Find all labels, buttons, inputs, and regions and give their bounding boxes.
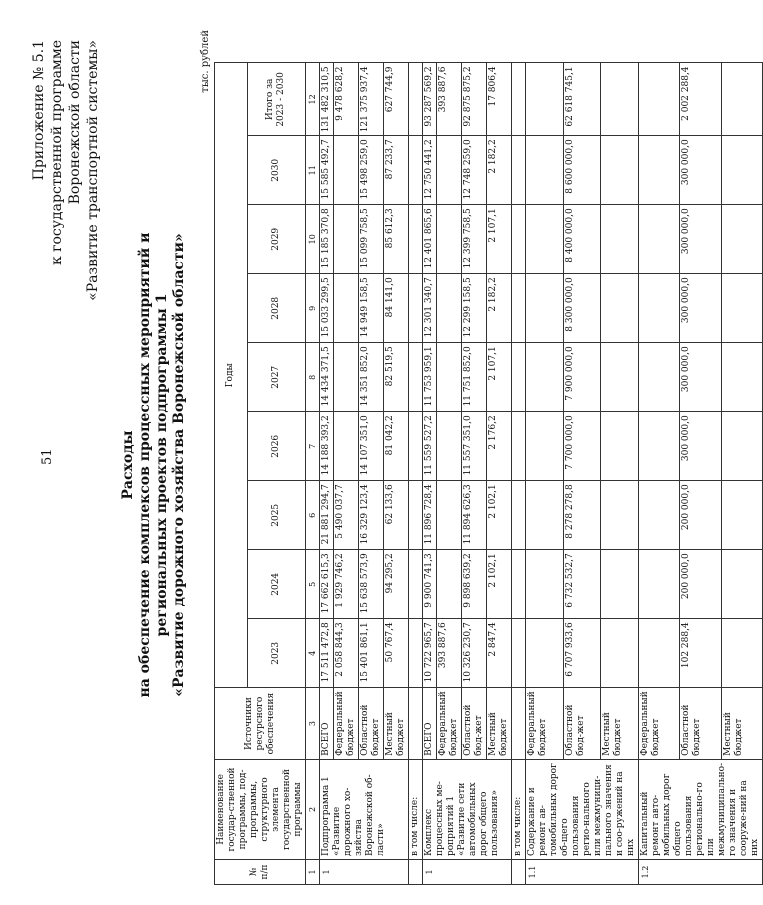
value-cell: [334, 274, 359, 343]
value-cell: 9 900 741,3: [423, 550, 437, 619]
subheading-row: [512, 63, 526, 885]
column-index: 12: [306, 63, 320, 136]
value-cell: 7 700 000,0: [563, 412, 601, 481]
value-cell: 11 896 728,4: [423, 481, 437, 550]
value-cell: [601, 136, 639, 205]
empty-cell: [512, 688, 526, 760]
value-cell: 121 375 937,4: [359, 63, 384, 136]
value-cell: [437, 136, 462, 205]
value-cell: 15 033 299,5: [320, 274, 334, 343]
header-year: 2030: [247, 136, 305, 205]
value-cell: 6 707 933,6: [563, 619, 601, 688]
value-cell: [721, 63, 762, 136]
value-cell: [334, 205, 359, 274]
value-cell: [721, 274, 762, 343]
value-cell: 15 498 259,0: [359, 136, 384, 205]
empty-cell: [512, 550, 526, 619]
row-source: Областной бюджет: [359, 688, 384, 760]
title-line: на обеспечение комплексов процессных мероприятий и региональных проектов подпрограммы 1: [137, 232, 170, 698]
value-cell: 102 288,4: [680, 619, 721, 688]
header-year: 2024: [247, 550, 305, 619]
row-source: Местный бюджет: [384, 688, 409, 760]
value-cell: [601, 63, 639, 136]
value-cell: 12 301 340,7: [423, 274, 437, 343]
value-cell: 11 559 527,2: [423, 412, 437, 481]
value-cell: 8 400 000,0: [563, 205, 601, 274]
column-index: 5: [306, 550, 320, 619]
value-cell: 17 511 472,8: [320, 619, 334, 688]
value-cell: 14 107 351,0: [359, 412, 384, 481]
empty-cell: [409, 205, 423, 274]
page-number: 51: [40, 448, 55, 465]
column-index: 2: [306, 759, 320, 859]
units-label: тыс. рублей: [200, 30, 211, 93]
appendix-line: «Развитие транспортной системы»: [85, 40, 101, 301]
value-cell: 87 233,7: [384, 136, 409, 205]
row-num: [409, 860, 423, 885]
value-cell: 9 478 628,2: [334, 63, 359, 136]
value-cell: [639, 619, 680, 688]
empty-cell: [512, 136, 526, 205]
row-name: Капитальный ремонт авто-мобильных дорог общего пользования регионально-го или межмуниципально-го значения и сооруже-ний на них: [639, 759, 763, 859]
value-cell: 11 557 351,0: [462, 412, 487, 481]
value-cell: 84 141,0: [384, 274, 409, 343]
value-cell: 200 000,0: [680, 481, 721, 550]
value-cell: [639, 412, 680, 481]
value-cell: [721, 481, 762, 550]
value-cell: [639, 274, 680, 343]
value-cell: [639, 550, 680, 619]
header-total: Итого за 2023 - 2030: [247, 63, 305, 136]
empty-cell: [409, 550, 423, 619]
row-source: Областной бюджет: [680, 688, 721, 760]
table-body: [320, 63, 763, 885]
value-cell: [639, 343, 680, 412]
empty-cell: [409, 136, 423, 205]
value-cell: [526, 343, 564, 412]
value-cell: 15 185 370,8: [320, 205, 334, 274]
value-cell: [721, 205, 762, 274]
header-year: 2029: [247, 205, 305, 274]
row-name: в том числе:: [409, 759, 423, 859]
value-cell: [526, 550, 564, 619]
value-cell: 10 326 230,7: [462, 619, 487, 688]
value-cell: 15 401 861,1: [359, 619, 384, 688]
value-cell: 5 490 037,7: [334, 481, 359, 550]
value-cell: 15 099 758,5: [359, 205, 384, 274]
value-cell: 300 000,0: [680, 205, 721, 274]
value-cell: 93 287 569,2: [423, 63, 437, 136]
value-cell: [601, 619, 639, 688]
empty-cell: [512, 63, 526, 136]
empty-cell: [512, 343, 526, 412]
value-cell: [334, 136, 359, 205]
value-cell: 200 000,0: [680, 550, 721, 619]
empty-cell: [512, 481, 526, 550]
value-cell: 8 278 278,8: [563, 481, 601, 550]
row-source: Местный бюджет: [721, 688, 762, 760]
value-cell: [526, 205, 564, 274]
value-cell: 11 753 959,1: [423, 343, 437, 412]
value-cell: 8 300 000,0: [563, 274, 601, 343]
value-cell: 9 898 639,2: [462, 550, 487, 619]
row-source: ВСЕГО: [320, 688, 334, 760]
row-num: 1.1: [526, 860, 639, 885]
table-row: [423, 63, 437, 885]
value-cell: 12 748 259,0: [462, 136, 487, 205]
value-cell: [526, 412, 564, 481]
header-year: 2023: [247, 619, 305, 688]
value-cell: 50 767,4: [384, 619, 409, 688]
header-year: 2025: [247, 481, 305, 550]
appendix-block: [30, 40, 102, 370]
value-cell: [526, 619, 564, 688]
value-cell: 300 000,0: [680, 136, 721, 205]
column-index: 3: [306, 688, 320, 760]
value-cell: 2 182,2: [487, 136, 512, 205]
empty-cell: [512, 274, 526, 343]
expenses-table: [214, 62, 763, 885]
value-cell: [437, 205, 462, 274]
row-source: Федеральный бюджет: [334, 688, 359, 760]
value-cell: [526, 481, 564, 550]
row-source: ВСЕГО: [423, 688, 437, 760]
column-index: 1: [306, 860, 320, 885]
table-row: [526, 63, 564, 885]
value-cell: [334, 343, 359, 412]
value-cell: [601, 274, 639, 343]
column-index: 8: [306, 343, 320, 412]
row-num: 1: [423, 860, 512, 885]
row-source: Местный бюджет: [601, 688, 639, 760]
value-cell: 62 618 745,1: [563, 63, 601, 136]
value-cell: 16 329 123,4: [359, 481, 384, 550]
value-cell: 300 000,0: [680, 274, 721, 343]
value-cell: 2 058 844,3: [334, 619, 359, 688]
value-cell: [601, 412, 639, 481]
value-cell: 14 434 371,5: [320, 343, 334, 412]
value-cell: [526, 274, 564, 343]
value-cell: 12 401 865,6: [423, 205, 437, 274]
value-cell: 131 482 310,5: [320, 63, 334, 136]
value-cell: 17 806,4: [487, 63, 512, 136]
value-cell: 10 722 965,7: [423, 619, 437, 688]
row-source: Областной бюд-жет: [563, 688, 601, 760]
empty-cell: [512, 205, 526, 274]
value-cell: [437, 412, 462, 481]
column-index: 10: [306, 205, 320, 274]
header-years-group: Годы: [215, 63, 248, 688]
row-source: Федеральный бюджет: [639, 688, 680, 760]
value-cell: [437, 481, 462, 550]
column-index: 6: [306, 481, 320, 550]
value-cell: [601, 550, 639, 619]
value-cell: 393 887,6: [437, 63, 462, 136]
value-cell: [721, 412, 762, 481]
value-cell: 14 949 158,5: [359, 274, 384, 343]
header-year: 2027: [247, 343, 305, 412]
value-cell: 2 102,1: [487, 481, 512, 550]
value-cell: [721, 343, 762, 412]
empty-cell: [409, 274, 423, 343]
value-cell: [437, 550, 462, 619]
column-index: 4: [306, 619, 320, 688]
header-year: 2026: [247, 412, 305, 481]
value-cell: 81 042,2: [384, 412, 409, 481]
value-cell: [437, 343, 462, 412]
value-cell: 8 600 000,0: [563, 136, 601, 205]
value-cell: 11 894 626,3: [462, 481, 487, 550]
value-cell: 62 133,6: [384, 481, 409, 550]
value-cell: 12 399 758,5: [462, 205, 487, 274]
value-cell: 82 519,5: [384, 343, 409, 412]
row-source: Федеральный бюджет: [526, 688, 564, 760]
empty-cell: [409, 619, 423, 688]
header-source: Источники ресурсного обеспечения: [215, 688, 306, 760]
row-num: 1: [320, 860, 409, 885]
value-cell: 2 107,1: [487, 343, 512, 412]
document-title: [120, 185, 188, 745]
value-cell: 2 176,2: [487, 412, 512, 481]
row-source: Местный бюджет: [487, 688, 512, 760]
value-cell: 2 107,1: [487, 205, 512, 274]
empty-cell: [512, 412, 526, 481]
value-cell: 2 102,1: [487, 550, 512, 619]
value-cell: 14 188 393,2: [320, 412, 334, 481]
value-cell: 11 751 852,0: [462, 343, 487, 412]
row-name: Содержание и ремонт ав-томобильных дорог об-щего пользования регио-нального или межмуници-пального значения и соо-ружений на них: [526, 759, 639, 859]
row-source: Федеральный бюджет: [437, 688, 462, 760]
table-row: [320, 63, 334, 885]
column-index: 9: [306, 274, 320, 343]
value-cell: 21 881 294,7: [320, 481, 334, 550]
empty-cell: [409, 412, 423, 481]
value-cell: 12 299 158,5: [462, 274, 487, 343]
empty-cell: [512, 619, 526, 688]
value-cell: 300 000,0: [680, 343, 721, 412]
value-cell: 2 002 288,4: [680, 63, 721, 136]
value-cell: [601, 481, 639, 550]
row-name: Комплекс процессных ме-роприятий 1 «Развитие сети автомобильных дорог общего пользования»: [423, 759, 512, 859]
value-cell: [639, 481, 680, 550]
column-index: 11: [306, 136, 320, 205]
value-cell: 627 744,9: [384, 63, 409, 136]
value-cell: 393 887,6: [437, 619, 462, 688]
value-cell: [721, 550, 762, 619]
value-cell: [526, 63, 564, 136]
value-cell: [639, 136, 680, 205]
value-cell: [526, 136, 564, 205]
column-index-row: [306, 63, 320, 885]
header-year: 2028: [247, 274, 305, 343]
value-cell: 92 875 875,2: [462, 63, 487, 136]
value-cell: 6 732 532,7: [563, 550, 601, 619]
value-cell: [334, 412, 359, 481]
value-cell: 2 182,2: [487, 274, 512, 343]
row-source: Областной бюд-жет: [462, 688, 487, 760]
column-index: 7: [306, 412, 320, 481]
value-cell: 17 662 615,3: [320, 550, 334, 619]
row-name: Подпрограмма 1 «Развитие дорожного хо-зяйства Воронежской об-ласти»: [320, 759, 409, 859]
value-cell: [721, 619, 762, 688]
value-cell: [601, 205, 639, 274]
header-num: № п/п: [215, 860, 306, 885]
value-cell: 300 000,0: [680, 412, 721, 481]
value-cell: [639, 205, 680, 274]
table-row: [639, 63, 680, 885]
empty-cell: [409, 688, 423, 760]
appendix-line: Воронежской области: [67, 40, 83, 205]
empty-cell: [409, 481, 423, 550]
empty-cell: [409, 343, 423, 412]
value-cell: 14 351 852,0: [359, 343, 384, 412]
title-line: Расходы: [120, 430, 136, 500]
appendix-line: к государственной программе: [49, 40, 65, 266]
empty-cell: [409, 63, 423, 136]
row-num: [512, 860, 526, 885]
header-row: [215, 63, 248, 885]
value-cell: [437, 274, 462, 343]
value-cell: [601, 343, 639, 412]
value-cell: [721, 136, 762, 205]
value-cell: 7 900 000,0: [563, 343, 601, 412]
appendix-line: Приложение № 5.1: [31, 40, 47, 181]
value-cell: 94 295,2: [384, 550, 409, 619]
value-cell: 2 847,4: [487, 619, 512, 688]
value-cell: 15 585 492,7: [320, 136, 334, 205]
value-cell: 12 750 441,2: [423, 136, 437, 205]
value-cell: 1 929 746,2: [334, 550, 359, 619]
row-name: в том числе:: [512, 759, 526, 859]
value-cell: [639, 63, 680, 136]
row-num: 1.2: [639, 860, 763, 885]
header-name: Наименование государ-ственной программы, под-программы, структурного элемента государственной программы: [215, 759, 306, 859]
subheading-row: [409, 63, 423, 885]
value-cell: 15 638 573,9: [359, 550, 384, 619]
title-line: «Развитие дорожного хозяйства Воронежской области»: [171, 233, 187, 697]
value-cell: 85 612,3: [384, 205, 409, 274]
